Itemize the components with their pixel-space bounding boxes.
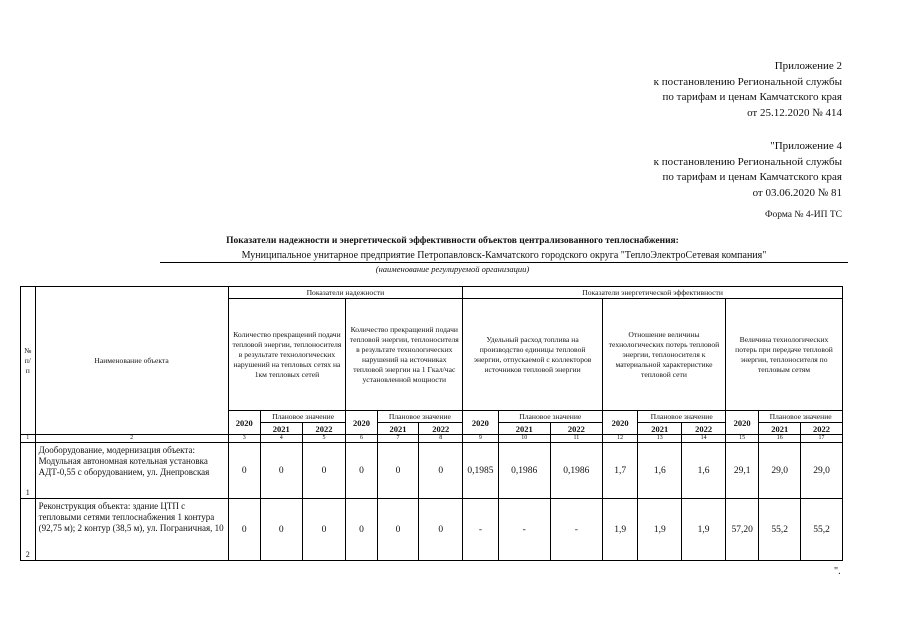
year-header: 2021 — [377, 423, 419, 435]
appendix-4-line: к постановлению Региональной службы — [653, 155, 842, 168]
table-row — [21, 443, 843, 499]
value-cell: 55,2 — [759, 499, 801, 561]
appendix-2-line: по тарифам и ценам Камчатского края — [662, 91, 842, 103]
value-cell: 1,6 — [638, 443, 682, 499]
value-cell: 0 — [228, 443, 260, 499]
column-number-cell: 6 — [346, 435, 377, 443]
year-header: 2020 — [725, 411, 758, 435]
column-number-row — [21, 435, 843, 443]
year-header: 2022 — [682, 423, 726, 435]
appendix-4-line: "Приложение 4 — [770, 140, 842, 152]
year-header: 2021 — [260, 423, 302, 435]
value-cell: 1,9 — [638, 499, 682, 561]
year-header: 2021 — [638, 423, 682, 435]
indicators-table — [20, 286, 843, 561]
indicator-header: Удельный расход топлива на производство единицы тепловой энергии, отпускаемой с коллекторов источников тепловой энергии — [463, 299, 603, 411]
column-number-cell: 12 — [602, 435, 637, 443]
value-cell: 0,1986 — [550, 443, 602, 499]
column-number-cell: 16 — [759, 435, 801, 443]
value-cell: 1,7 — [602, 443, 637, 499]
closing-quote: ". — [834, 566, 841, 577]
value-cell: - — [498, 499, 550, 561]
planned-header: Плановое значение — [377, 411, 463, 423]
value-cell: 0,1985 — [463, 443, 498, 499]
column-number-cell: 1 — [21, 435, 36, 443]
year-header: 2020 — [463, 411, 498, 435]
value-cell: 0 — [260, 499, 302, 561]
column-number-cell: 8 — [419, 435, 463, 443]
year-header: 2022 — [419, 423, 463, 435]
group-header-reliability: Показатели надежности — [228, 287, 463, 299]
value-cell: 0 — [377, 499, 419, 561]
indicator-header: Отношение величины технологических потерь тепловой энергии, теплоносителя к материальной характеристике тепловой сети — [602, 299, 725, 411]
document-title: Показатели надежности и энергетической эффективности объектов централизованного теплоснабжения: — [226, 236, 679, 246]
year-header: 2020 — [602, 411, 637, 435]
column-number-cell: 17 — [801, 435, 843, 443]
appendix-4-line: от 03.06.2020 № 81 — [752, 186, 842, 199]
column-number-cell: 7 — [377, 435, 419, 443]
year-header: 2022 — [801, 423, 843, 435]
year-header: 2021 — [498, 423, 550, 435]
col-header-name: Наименование объекта — [35, 287, 228, 435]
column-number-cell: 10 — [498, 435, 550, 443]
column-number-cell: 5 — [302, 435, 346, 443]
column-number-cell: 14 — [682, 435, 726, 443]
value-cell: 0,1986 — [498, 443, 550, 499]
value-cell: 0 — [228, 499, 260, 561]
value-cell: 1,9 — [682, 499, 726, 561]
row-number-cell: 2 — [21, 499, 36, 561]
year-header: 2021 — [759, 423, 801, 435]
appendix-4-line: по тарифам и ценам Камчатского края — [662, 171, 842, 183]
column-number-cell: 3 — [228, 435, 260, 443]
form-number: Форма № 4-ИП ТС — [765, 210, 842, 220]
appendix-4-block — [654, 139, 842, 201]
column-number-cell: 9 — [463, 435, 498, 443]
value-cell: 29,0 — [801, 443, 843, 499]
value-cell: - — [463, 499, 498, 561]
object-name-cell: Реконструкция объекта: здание ЦТП с тепловыми сетями теплоснабжения 1 контура (92,75 м); 2 контур (38,5 м), ул. Пограничная, 10 — [35, 499, 228, 561]
column-number-cell: 2 — [35, 435, 228, 443]
value-cell: 0 — [377, 443, 419, 499]
indicator-header: Количество прекращений подачи тепловой энергии, теплоносителя в результате технологических нарушений на тепловых сетях на 1км тепловых сетей — [228, 299, 346, 411]
planned-header: Плановое значение — [638, 411, 726, 423]
appendix-2-line: Приложение 2 — [774, 60, 842, 72]
value-cell: 55,2 — [801, 499, 843, 561]
column-number-cell: 13 — [638, 435, 682, 443]
value-cell: 0 — [260, 443, 302, 499]
appendix-2-line: от 25.12.2020 № 414 — [747, 106, 842, 119]
planned-header: Плановое значение — [260, 411, 346, 423]
column-number-cell: 4 — [260, 435, 302, 443]
year-header: 2020 — [228, 411, 260, 435]
value-cell: 0 — [419, 443, 463, 499]
year-header: 2022 — [550, 423, 602, 435]
value-cell: 0 — [302, 499, 346, 561]
value-cell: 0 — [419, 499, 463, 561]
planned-header: Плановое значение — [498, 411, 602, 423]
value-cell: 0 — [346, 443, 377, 499]
organization-name: Муниципальное унитарное предприятие Петропавловск-Камчатского городского округа "ТеплоЭлектроСетевая компания" — [160, 249, 848, 263]
planned-header: Плановое значение — [759, 411, 843, 423]
appendix-2-line: к постановлению Региональной службы — [653, 75, 842, 88]
value-cell: 57,20 — [725, 499, 758, 561]
organization-note: (наименование регулируемой организации) — [375, 264, 530, 274]
object-name-cell: Дооборудование, модернизация объекта: Модульная автономная котельная установка АДТ-0,55 с оборудованием, ул. Днепровская — [35, 443, 228, 499]
value-cell: 29,1 — [725, 443, 758, 499]
column-number-cell: 15 — [725, 435, 758, 443]
col-header-number: № п/ п — [21, 287, 36, 435]
indicator-header: Количество прекращений подачи тепловой энергии, теплоносителя в результате технологических нарушений на источниках тепловой энергии на 1 Гкал/час установленной мощности — [346, 299, 463, 411]
table-row — [21, 499, 843, 561]
value-cell: 0 — [302, 443, 346, 499]
indicator-header: Величина технологических потерь при передаче тепловой энергии, теплоносителя по тепловым сетям — [725, 299, 842, 411]
value-cell: 29,0 — [759, 443, 801, 499]
year-header: 2022 — [302, 423, 346, 435]
group-header-efficiency: Показатели энергетической эффективности — [463, 287, 843, 299]
value-cell: 0 — [346, 499, 377, 561]
value-cell: - — [550, 499, 602, 561]
value-cell: 1,9 — [602, 499, 637, 561]
column-number-cell: 11 — [550, 435, 602, 443]
appendix-2-block — [654, 59, 842, 121]
row-number-cell: 1 — [21, 443, 36, 499]
value-cell: 1,6 — [682, 443, 726, 499]
year-header: 2020 — [346, 411, 377, 435]
